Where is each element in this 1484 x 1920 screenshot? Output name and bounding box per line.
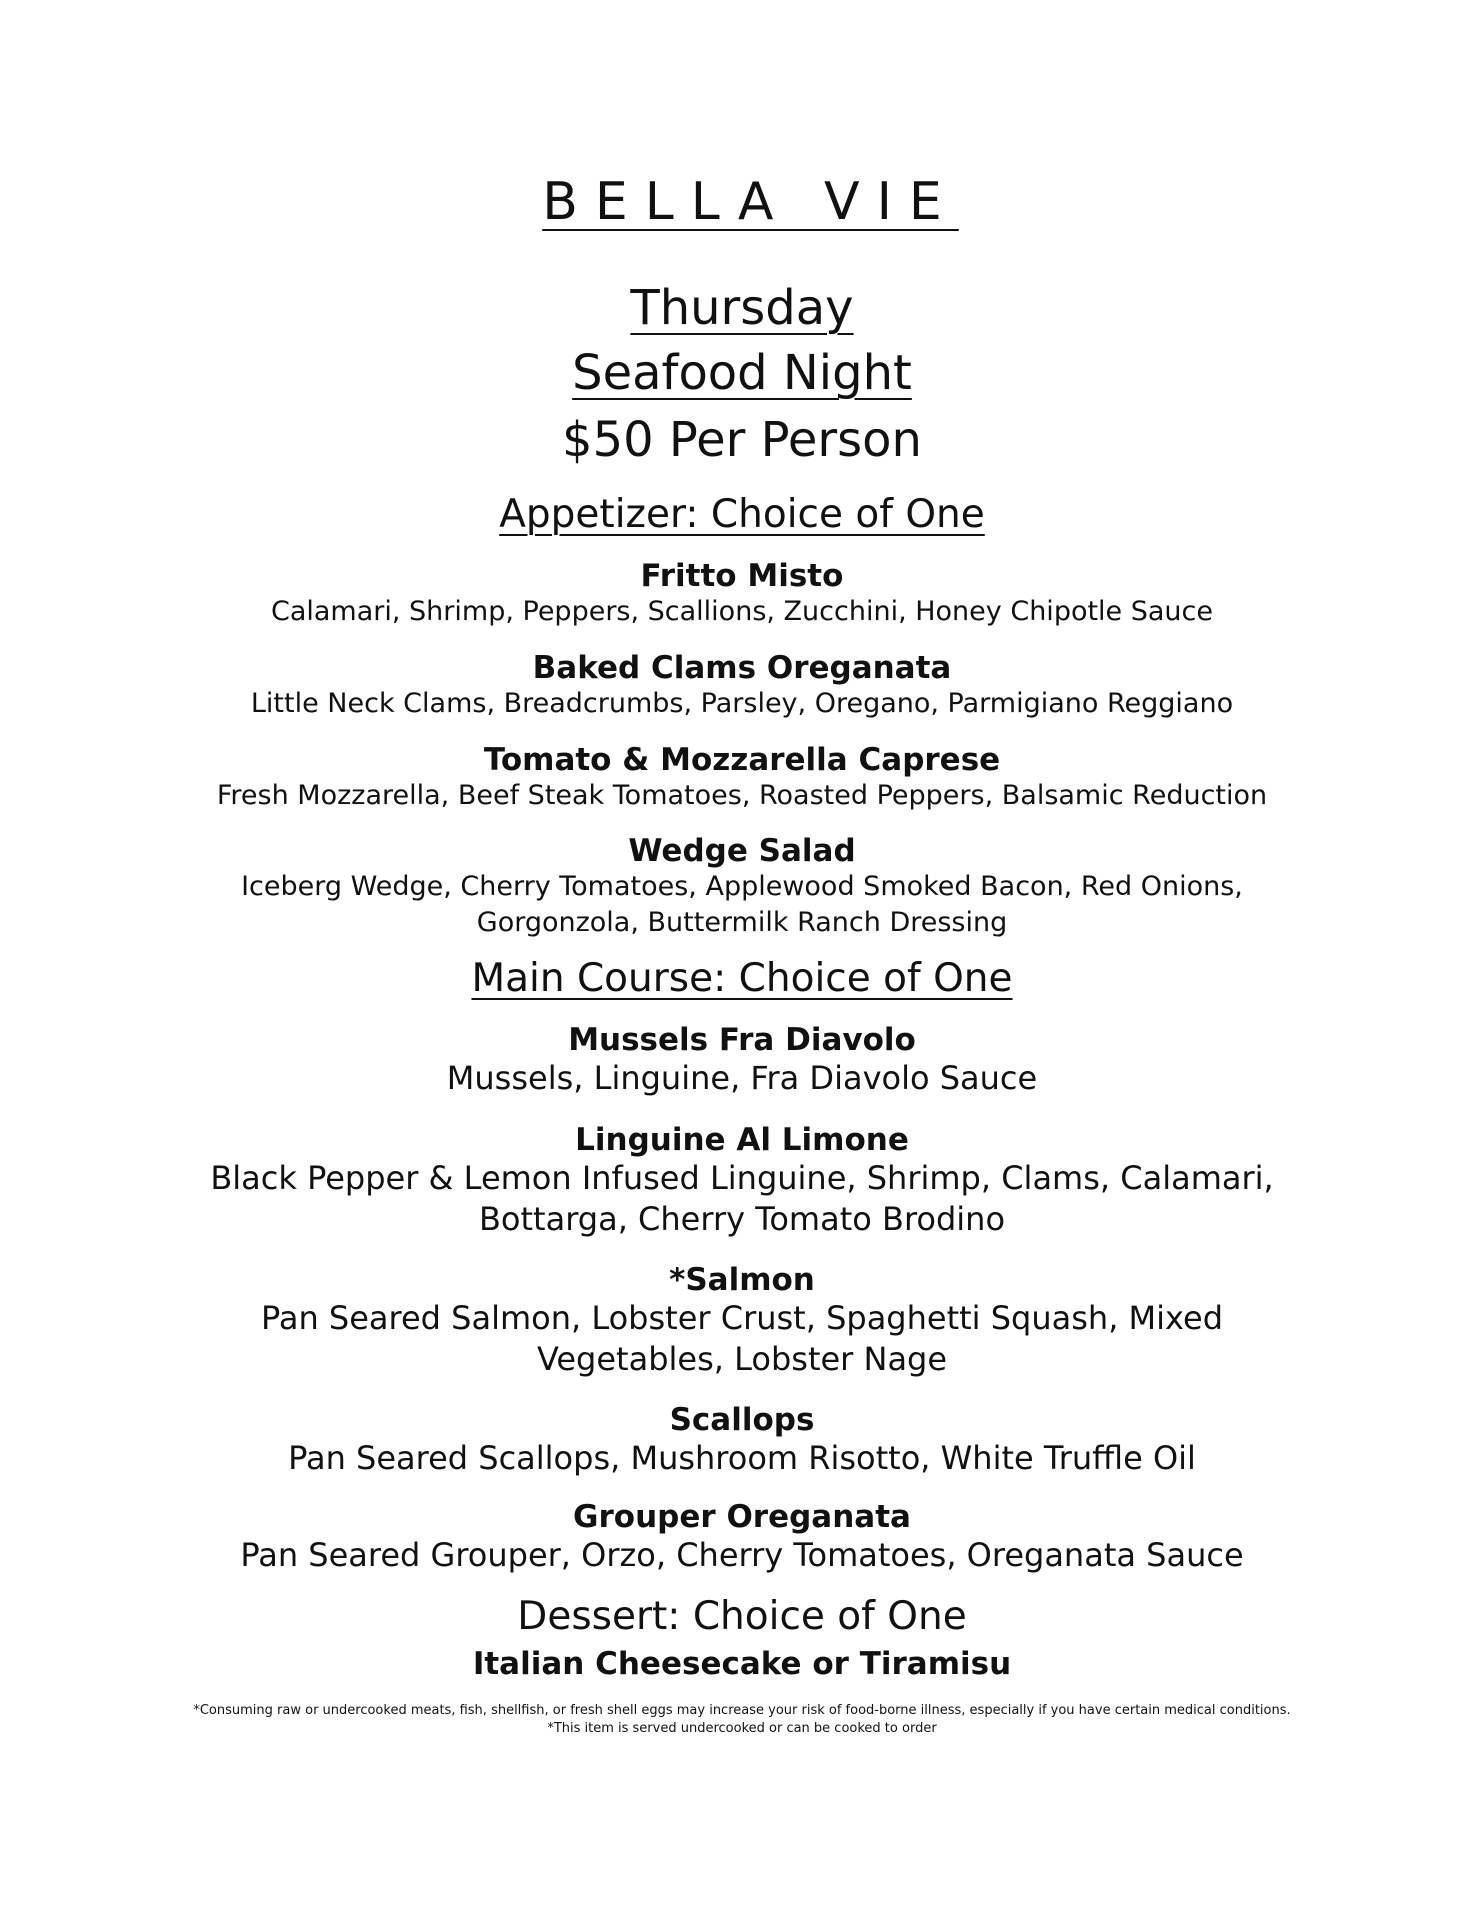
dessert-item-name: Italian Cheesecake or Tiramisu [472, 1646, 1012, 1682]
menu-price: $50 Per Person [562, 412, 922, 468]
appetizer-heading: Appetizer: Choice of One [499, 492, 985, 537]
appetizer-item-desc: Gorgonzola, Buttermilk Ranch Dressing [476, 907, 1008, 938]
appetizer-item-desc: Iceberg Wedge, Cherry Tomatoes, Applewood Smoked Bacon, Red Onions, [241, 871, 1243, 902]
main-item-name: Scallops [669, 1402, 815, 1438]
main-item-desc: Black Pepper & Lemon Infused Linguine, Shrimp, Clams, Calamari, [210, 1159, 1274, 1197]
restaurant-name: BELLA VIE [542, 172, 959, 232]
main-item-desc: Mussels, Linguine, Fra Diavolo Sauce [446, 1059, 1038, 1097]
menu-day: Thursday [630, 280, 854, 336]
appetizer-item-name: Tomato & Mozzarella Caprese [483, 742, 1001, 778]
main-item-name: Linguine Al Limone [575, 1122, 909, 1158]
main-course-heading: Main Course: Choice of One [471, 956, 1013, 1001]
footnote-undercooked: *This item is served undercooked or can be cooked to order [547, 1721, 937, 1736]
menu-title: Seafood Night [572, 345, 912, 401]
main-item-name: Mussels Fra Diavolo [568, 1022, 916, 1058]
appetizer-item-name: Fritto Misto [640, 558, 844, 594]
appetizer-item-desc: Little Neck Clams, Breadcrumbs, Parsley, Oregano, Parmigiano Reggiano [250, 688, 1234, 719]
footnote-consumer-advisory: *Consuming raw or undercooked meats, fish, shellfish, or fresh shell eggs may increase your risk of food-borne illness, especially if you have certain medical conditions. [193, 1703, 1291, 1718]
main-item-name: *Salmon [669, 1262, 815, 1298]
appetizer-item-desc: Fresh Mozzarella, Beef Steak Tomatoes, Roasted Peppers, Balsamic Reduction [216, 780, 1268, 811]
main-item-desc: Pan Seared Scallops, Mushroom Risotto, White Truffle Oil [288, 1439, 1196, 1477]
main-item-name: Grouper Oreganata [573, 1499, 911, 1535]
dessert-heading: Dessert: Choice of One [517, 1594, 967, 1639]
main-item-desc: Vegetables, Lobster Nage [536, 1340, 948, 1378]
main-item-desc: Bottarga, Cherry Tomato Brodino [478, 1200, 1006, 1238]
appetizer-item-desc: Calamari, Shrimp, Peppers, Scallions, Zucchini, Honey Chipotle Sauce [270, 596, 1214, 627]
main-item-desc: Pan Seared Salmon, Lobster Crust, Spaghetti Squash, Mixed [260, 1299, 1223, 1337]
main-item-desc: Pan Seared Grouper, Orzo, Cherry Tomatoes, Oreganata Sauce [240, 1536, 1244, 1574]
appetizer-item-name: Baked Clams Oreganata [532, 650, 952, 686]
appetizer-item-name: Wedge Salad [628, 833, 856, 869]
